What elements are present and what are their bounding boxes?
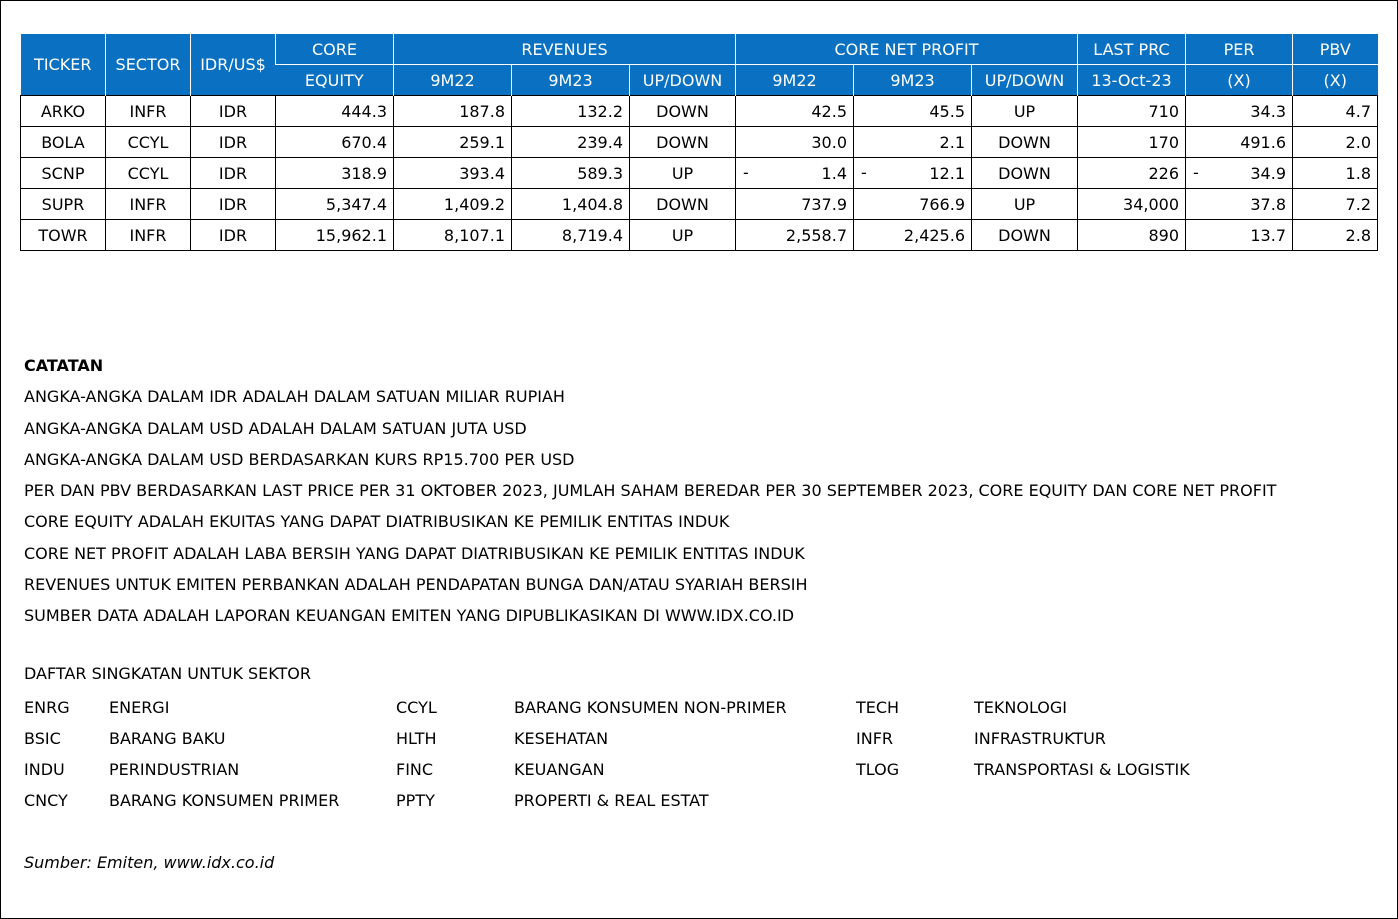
abbr-code: BSIC	[24, 729, 61, 748]
cell-ticker: SUPR	[21, 189, 106, 220]
cell-last-price: 710	[1078, 96, 1186, 127]
abbr-code: INFR	[856, 729, 894, 748]
col-header-np-9m22: 9M22	[736, 65, 854, 96]
cell-currency: IDR	[191, 96, 276, 127]
col-header-sector: SECTOR	[106, 34, 191, 96]
cell-rev-updown: DOWN	[630, 189, 736, 220]
abbr-name: BARANG BAKU	[109, 729, 226, 748]
cell-np-9m22	[736, 127, 854, 158]
cell-np-9m23	[854, 127, 972, 158]
financial-table	[20, 34, 1378, 251]
cell-value: 34.3	[1250, 101, 1286, 121]
note-line: CORE EQUITY ADALAH EKUITAS YANG DAPAT DIATRIBUSIKAN KE PEMILIK ENTITAS INDUK	[24, 512, 730, 532]
abbr-code: CNCY	[24, 791, 68, 810]
col-header-np-updown: UP/DOWN	[972, 65, 1078, 96]
abbr-name: ENERGI	[109, 698, 170, 717]
cell-value: 45.5	[929, 101, 965, 121]
col-header-per-unit: (X)	[1186, 65, 1293, 96]
cell-rev-updown: UP	[630, 220, 736, 251]
note-line: PER DAN PBV BERDASARKAN LAST PRICE PER 31 OKTOBER 2023, JUMLAH SAHAM BEREDAR PER 30 SEPTEMBER 2023, CORE EQUITY DAN CORE NET PROFIT	[24, 481, 1277, 501]
col-header-core: CORE	[276, 34, 394, 65]
cell-value: 2,558.7	[785, 225, 847, 245]
col-header-rev-9m23: 9M23	[512, 65, 630, 96]
cell-rev-9m23: 239.4	[512, 127, 630, 158]
cell-per	[1186, 189, 1293, 220]
cell-value: 1.4	[821, 163, 847, 183]
col-header-price-date: 13-Oct-23	[1078, 65, 1186, 96]
abbr-code: HLTH	[396, 729, 437, 748]
table-row	[21, 96, 1378, 127]
cell-rev-9m22: 187.8	[394, 96, 512, 127]
cell-value: 37.8	[1250, 194, 1286, 214]
notes-heading: CATATAN	[24, 356, 104, 375]
cell-pbv: 4.7	[1293, 96, 1378, 127]
cell-value: 30.0	[811, 132, 847, 152]
col-header-core-net-profit: CORE NET PROFIT	[736, 34, 1078, 65]
cell-pbv: 2.0	[1293, 127, 1378, 158]
cell-equity: 15,962.1	[276, 220, 394, 251]
abbr-code: TECH	[856, 698, 900, 717]
cell-np-9m22	[736, 158, 854, 189]
cell-np-updown: UP	[972, 189, 1078, 220]
col-header-per: PER	[1186, 34, 1293, 65]
abbr-name: BARANG KONSUMEN NON-PRIMER	[514, 698, 787, 717]
cell-value: 42.5	[811, 101, 847, 121]
abbr-code: INDU	[24, 760, 65, 779]
cell-value: 2.1	[939, 132, 965, 152]
cell-equity: 670.4	[276, 127, 394, 158]
cell-sector: INFR	[106, 189, 191, 220]
abbr-code: FINC	[396, 760, 434, 779]
abbr-code: TLOG	[856, 760, 900, 779]
cell-np-9m23	[854, 189, 972, 220]
cell-rev-updown: DOWN	[630, 96, 736, 127]
cell-per	[1186, 158, 1293, 189]
cell-value: 2,425.6	[903, 225, 965, 245]
cell-rev-9m23: 8,719.4	[512, 220, 630, 251]
header-row-1	[21, 34, 1378, 65]
cell-rev-9m22: 1,409.2	[394, 189, 512, 220]
cell-np-9m22	[736, 220, 854, 251]
col-header-rev-9m22: 9M22	[394, 65, 512, 96]
cell-ticker: BOLA	[21, 127, 106, 158]
col-header-pbv: PBV	[1293, 34, 1378, 65]
cell-last-price: 226	[1078, 158, 1186, 189]
col-header-equity: EQUITY	[276, 65, 394, 96]
cell-per	[1186, 96, 1293, 127]
cell-value: 491.6	[1240, 132, 1286, 152]
negative-sign: -	[861, 163, 867, 182]
cell-value: 737.9	[801, 194, 847, 214]
note-line: ANGKA-ANGKA DALAM IDR ADALAH DALAM SATUAN MILIAR RUPIAH	[24, 387, 565, 407]
note-line: REVENUES UNTUK EMITEN PERBANKAN ADALAH PENDAPATAN BUNGA DAN/ATAU SYARIAH BERSIH	[24, 575, 808, 595]
abbr-name: KEUANGAN	[514, 760, 605, 779]
col-header-ticker: TICKER	[21, 34, 106, 96]
abbreviations-title: DAFTAR SINGKATAN UNTUK SEKTOR	[24, 664, 312, 683]
cell-sector: INFR	[106, 220, 191, 251]
abbr-name: PROPERTI & REAL ESTAT	[514, 791, 709, 810]
table-row	[21, 189, 1378, 220]
cell-rev-9m23: 1,404.8	[512, 189, 630, 220]
cell-np-9m22	[736, 96, 854, 127]
cell-per	[1186, 127, 1293, 158]
negative-sign: -	[1193, 163, 1199, 182]
abbr-name: INFRASTRUKTUR	[974, 729, 1106, 748]
col-header-rev-updown: UP/DOWN	[630, 65, 736, 96]
abbr-code: ENRG	[24, 698, 70, 717]
col-header-currency: IDR/US$	[191, 34, 276, 96]
col-header-last-prc: LAST PRC	[1078, 34, 1186, 65]
cell-currency: IDR	[191, 158, 276, 189]
note-line: SUMBER DATA ADALAH LAPORAN KEUANGAN EMITEN YANG DIPUBLIKASIKAN DI WWW.IDX.CO.ID	[24, 606, 795, 626]
cell-rev-9m22: 259.1	[394, 127, 512, 158]
col-header-revenues: REVENUES	[394, 34, 736, 65]
table-row	[21, 158, 1378, 189]
source-note: Sumber: Emiten, www.idx.co.id	[24, 853, 275, 872]
cell-value: 766.9	[919, 194, 965, 214]
cell-equity: 318.9	[276, 158, 394, 189]
cell-sector: INFR	[106, 96, 191, 127]
cell-sector: CCYL	[106, 158, 191, 189]
cell-value: 12.1	[929, 163, 965, 183]
cell-currency: IDR	[191, 189, 276, 220]
cell-rev-updown: UP	[630, 158, 736, 189]
cell-rev-9m23: 132.2	[512, 96, 630, 127]
cell-equity: 5,347.4	[276, 189, 394, 220]
cell-ticker: TOWR	[21, 220, 106, 251]
cell-last-price: 170	[1078, 127, 1186, 158]
cell-rev-9m22: 393.4	[394, 158, 512, 189]
cell-rev-updown: DOWN	[630, 127, 736, 158]
cell-np-9m23	[854, 220, 972, 251]
cell-rev-9m23: 589.3	[512, 158, 630, 189]
cell-pbv: 1.8	[1293, 158, 1378, 189]
abbr-name: TRANSPORTASI & LOGISTIK	[974, 760, 1190, 779]
cell-value: 34.9	[1250, 163, 1286, 183]
cell-value: 13.7	[1250, 225, 1286, 245]
cell-np-updown: DOWN	[972, 158, 1078, 189]
cell-pbv: 2.8	[1293, 220, 1378, 251]
cell-currency: IDR	[191, 220, 276, 251]
cell-last-price: 890	[1078, 220, 1186, 251]
negative-sign: -	[743, 163, 749, 182]
cell-ticker: ARKO	[21, 96, 106, 127]
note-line: ANGKA-ANGKA DALAM USD ADALAH DALAM SATUAN JUTA USD	[24, 418, 527, 438]
cell-rev-9m22: 8,107.1	[394, 220, 512, 251]
abbr-name: KESEHATAN	[514, 729, 609, 748]
col-header-pbv-unit: (X)	[1293, 65, 1378, 96]
note-line: CORE NET PROFIT ADALAH LABA BERSIH YANG DAPAT DIATRIBUSIKAN KE PEMILIK ENTITAS INDUK	[24, 543, 805, 563]
cell-np-9m22	[736, 189, 854, 220]
abbr-name: BARANG KONSUMEN PRIMER	[109, 791, 340, 810]
note-line: ANGKA-ANGKA DALAM USD BERDASARKAN KURS RP15.700 PER USD	[24, 449, 575, 469]
cell-ticker: SCNP	[21, 158, 106, 189]
cell-currency: IDR	[191, 127, 276, 158]
cell-pbv: 7.2	[1293, 189, 1378, 220]
cell-np-updown: DOWN	[972, 220, 1078, 251]
cell-per	[1186, 220, 1293, 251]
table-row	[21, 220, 1378, 251]
notes-section	[24, 350, 1276, 632]
cell-sector: CCYL	[106, 127, 191, 158]
abbr-name: PERINDUSTRIAN	[109, 760, 240, 779]
abbr-code: CCYL	[396, 698, 437, 717]
cell-equity: 444.3	[276, 96, 394, 127]
cell-np-updown: UP	[972, 96, 1078, 127]
cell-np-9m23	[854, 96, 972, 127]
cell-np-9m23	[854, 158, 972, 189]
cell-last-price: 34,000	[1078, 189, 1186, 220]
abbr-code: PPTY	[396, 791, 435, 810]
col-header-np-9m23: 9M23	[854, 65, 972, 96]
cell-np-updown: DOWN	[972, 127, 1078, 158]
table-row	[21, 127, 1378, 158]
abbr-name: TEKNOLOGI	[974, 698, 1067, 717]
